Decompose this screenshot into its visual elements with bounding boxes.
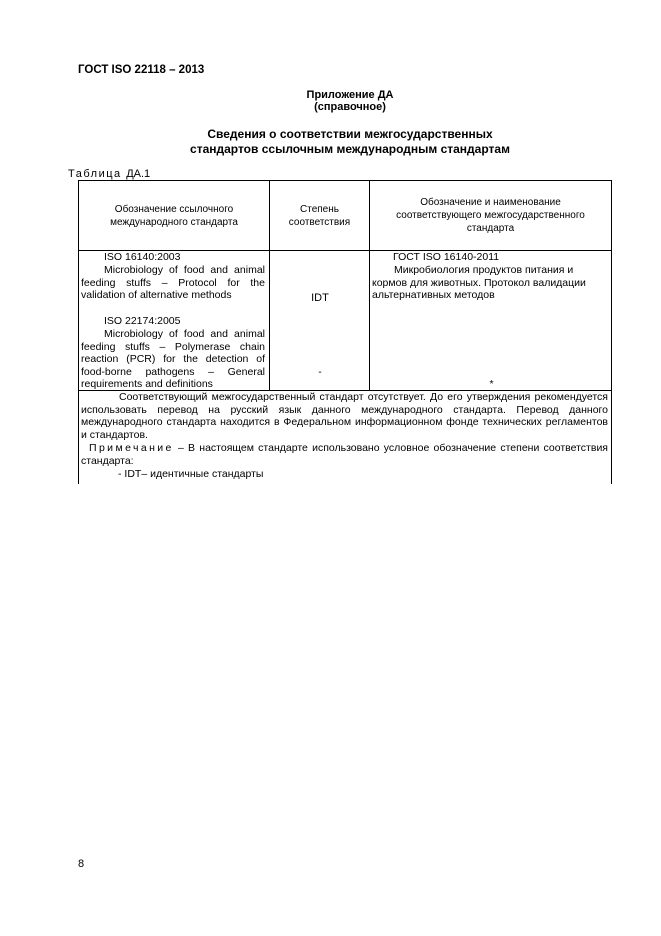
row2-degree: - (318, 366, 322, 378)
row1-degree: IDT (311, 292, 329, 304)
table-note-item: - IDT– идентичные стандарты (118, 468, 264, 480)
header-interstate-standard: Обозначение и наименование соответствующего межгосударственного стандарта (369, 180, 612, 251)
table-note (81, 442, 608, 467)
section-title (0, 127, 661, 157)
header-intl-standard: Обозначение ссылочного международного стандарта (78, 180, 270, 251)
header-degree: Степень соответствия (269, 180, 370, 251)
table-note-label: Примечание (89, 442, 174, 454)
table-caption (68, 168, 150, 180)
table-note-text: – В настоящем стандарте использовано условное обозначение степени соответствия стандарта: (81, 442, 608, 467)
page-number: 8 (78, 858, 85, 870)
annex-title: Приложение ДА (306, 89, 394, 101)
row1-intl-title: Microbiology of food and animal feeding stuffs – Protocol for the validation of alternative methods (81, 264, 265, 301)
table-footnote: Соответствующий межгосударственный стандарт отсутствует. До его утверждения рекомендуется использовать перевод на русский язык данного международного стандарта. Перевод данного международного стандарта находится в Федеральном информационном фонде технических регламентов и стандартов. (81, 391, 608, 441)
section-title-line2: стандартов ссылочным международным стандартам (190, 142, 510, 156)
table-caption-number: ДА.1 (126, 168, 151, 180)
row2-intl-title: Microbiology of food and animal feeding stuffs – Polymerase chain reaction (PCR) for the detection of food-borne pathogens – General requirements and definitions (81, 328, 265, 390)
row1-intl-code: ISO 16140:2003 (104, 251, 181, 263)
row2-interstate-asterisk: * (489, 378, 494, 390)
table-caption-word: Таблица (68, 168, 122, 180)
row1-interstate-code: ГОСТ ISO 16140-2011 (393, 251, 500, 263)
annex-subtitle: (справочное) (314, 101, 386, 113)
row2-intl-code: ISO 22174:2005 (104, 315, 181, 327)
document-code: ГОСТ ISO 22118 – 2013 (78, 64, 205, 76)
section-title-line1: Сведения о соответствии межгосударственных (207, 127, 493, 141)
row1-interstate-title: Микробиология продуктов питания и кормов для животных. Протокол валидации альтернативных методов (372, 264, 586, 301)
